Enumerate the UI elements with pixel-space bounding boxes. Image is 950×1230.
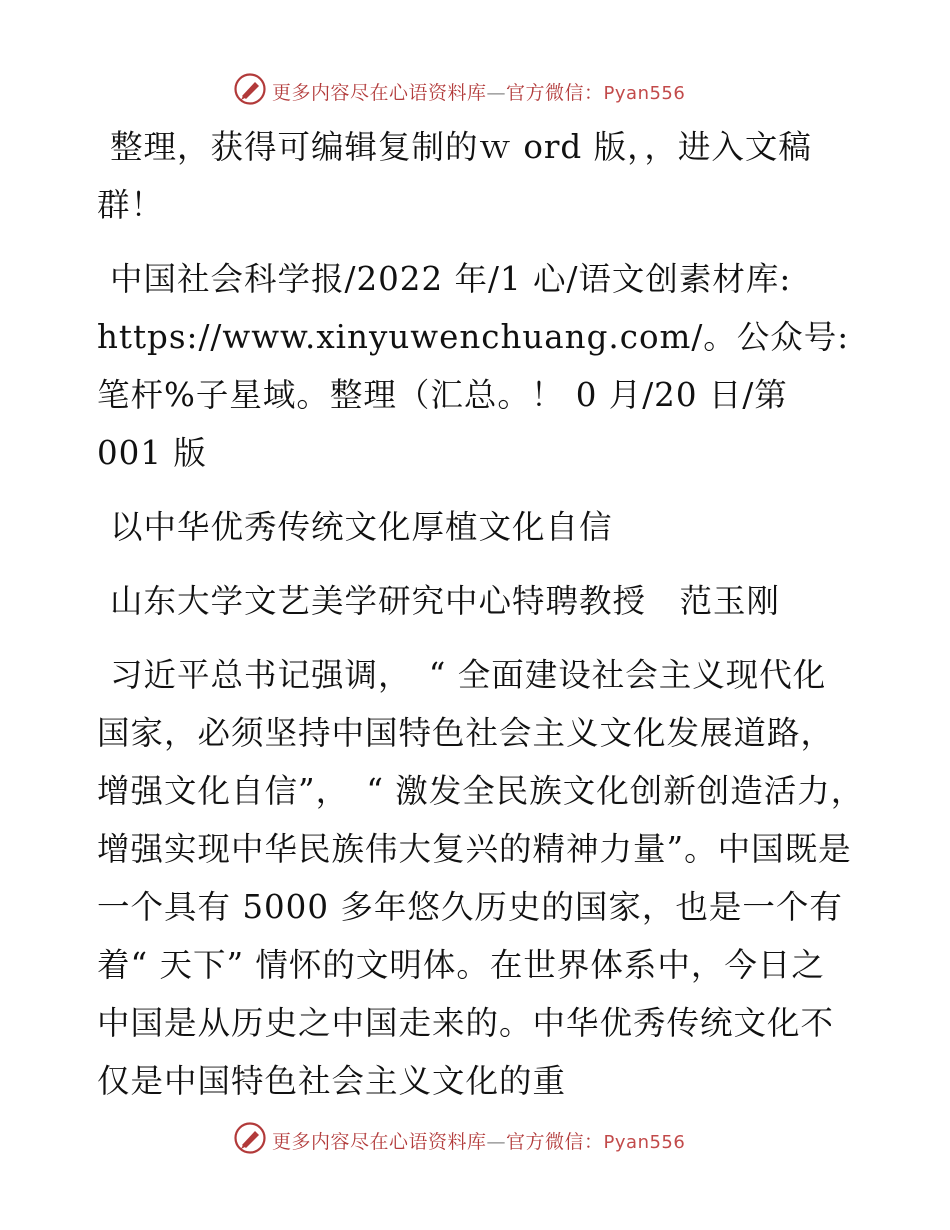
watermark-account: Pyan556 — [603, 1132, 686, 1153]
article-author: 山东大学文艺美学研究中心特聘教授 范玉刚 — [110, 582, 781, 620]
watermark-suffix: 官方微信： — [506, 82, 604, 104]
watermark-account: Pyan556 — [603, 83, 686, 104]
article-title: 以中华优秀传统文化厚植文化自信 — [110, 508, 613, 546]
watermark-text: 更多内容尽在心语资料库 — [272, 82, 487, 104]
watermark-text: 更多内容尽在心语资料库 — [272, 1131, 487, 1153]
watermark-suffix: 官方微信： — [506, 1131, 604, 1153]
pen-nib-circle-icon — [233, 1121, 267, 1155]
watermark-separator: — — [486, 1131, 507, 1153]
document-body — [97, 118, 882, 1110]
paragraph-intro: 整理，获得可编辑复制的ｗ ord 版，，进入文稿群！ — [97, 128, 812, 224]
paragraph-body: 习近平总书记强调， “ 全面建设社会主义现代化国家，必须坚持中国特色社会主义文化发展道路， 增强文化自信”， “ 激发全民族文化创新创造活力， 增强实现中华民族伟大复兴的精神力量”。中国既是一个具有 5000 多年悠久历史的国家，也是一个有着“ 天下” 情怀的文明体。在世界体系中，今日之中国是从历史之中国走来的。中华优秀传统文化不仅是中国特色社会主义文化的重 — [97, 656, 882, 1100]
footer-watermark — [0, 1119, 950, 1159]
pen-nib-circle-icon — [233, 72, 267, 106]
watermark-separator: — — [486, 82, 507, 104]
header-watermark — [0, 70, 950, 110]
paragraph-source: 中国社会科学报/2022 年/1 心/语文创素材库: https://www.xinyuwenchuang.com/。公众号: 笔杆%子星域。整理（汇总。！ 0 月/20 日/第 001 版 — [97, 260, 850, 472]
